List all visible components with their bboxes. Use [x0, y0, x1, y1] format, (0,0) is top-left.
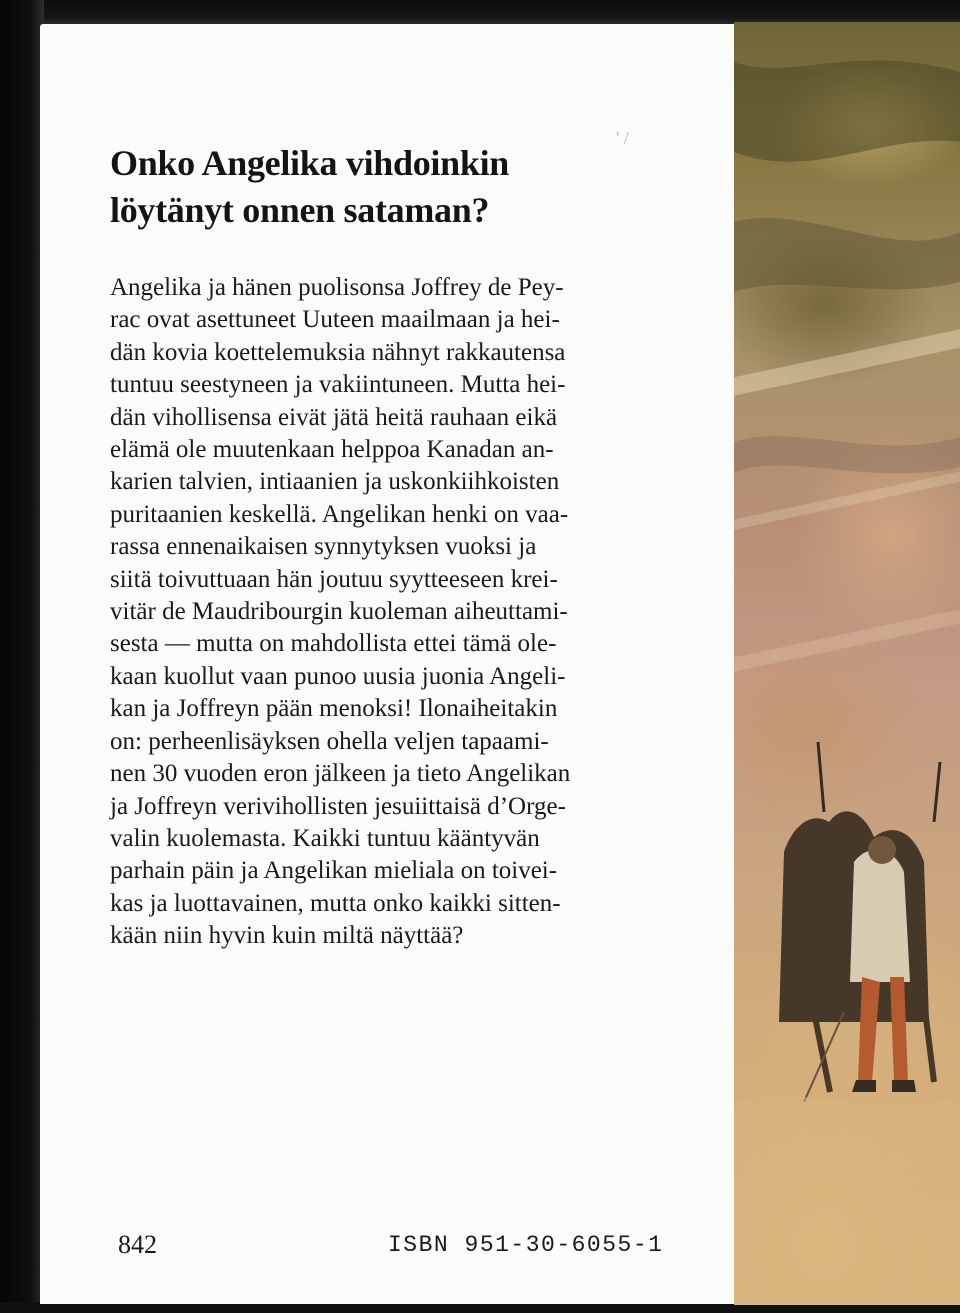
scan-edge-top	[0, 0, 960, 24]
blurb-line: dän vihollisensa eivät jätä heitä rauhaan eikä	[110, 403, 558, 431]
blurb-line: sesta — mutta on mahdollista ettei tämä ole-	[110, 630, 557, 658]
blurb	[110, 272, 710, 953]
cover-artwork	[734, 22, 960, 1305]
blurb-line: kan ja Joffreyn pään menoksi! Ilonaiheitakin	[110, 695, 558, 723]
painting-soldiers-icon	[734, 22, 960, 1305]
scan-speck: ' /	[616, 128, 629, 148]
blurb-line: tuntuu seestyneen ja vakiintuneen. Mutta hei-	[110, 371, 566, 399]
blurb-line: vitär de Maudribourgin kuoleman aiheuttami-	[110, 598, 568, 626]
blurb-line: rassa ennenaikaisen synnytyksen vuoksi ja	[110, 533, 537, 561]
isbn-code: ISBN 951-30-6055-1	[388, 1232, 664, 1258]
blurb-line: rac ovat asettuneet Uuteen maailmaan ja hei-	[110, 306, 560, 334]
blurb-line: puritaanien keskellä. Angelikan henki on vaa-	[110, 500, 569, 528]
blurb-line: ja Joffreyn verivihollisten jesuiittaisä d’Orge-	[110, 792, 566, 820]
blurb-line: elämä ole muutenkaan helppoa Kanadan an-	[110, 436, 554, 464]
blurb-line: siitä toivuttuaan hän joutuu syytteeseen krei-	[110, 565, 558, 593]
scan-edge-left	[0, 0, 44, 1313]
blurb-line: karien talvien, intiaanien ja uskonkiihkoisten	[110, 468, 560, 496]
headline-line: löytänyt onnen sataman?	[110, 190, 490, 230]
blurb-line: valin kuolemasta. Kaikki tuntuu kääntyvän	[110, 824, 540, 852]
blurb-line: kään niin hyvin kuin miltä näyttää?	[110, 922, 464, 950]
blurb-line: kaan kuollut vaan punoo uusia juonia Angeli-	[110, 662, 566, 690]
headline	[110, 140, 670, 234]
blurb-line: parhain päin ja Angelikan mieliala on toivei-	[110, 857, 558, 885]
blurb-line: kas ja luottavainen, mutta onko kaikki sitten-	[110, 889, 561, 917]
blurb-line: on: perheenlisäyksen ohella veljen tapaami-	[110, 727, 549, 755]
headline-line: Onko Angelika vihdoinkin	[110, 143, 509, 183]
blurb-line: Angelika ja hänen puolisonsa Joffrey de Pey-	[110, 274, 564, 301]
page-number: 842	[118, 1230, 157, 1259]
blurb-line: dän kovia koettelemuksia nähnyt rakkautensa	[110, 338, 566, 366]
blurb-line: nen 30 vuoden eron jälkeen ja tieto Angelikan	[110, 760, 571, 788]
